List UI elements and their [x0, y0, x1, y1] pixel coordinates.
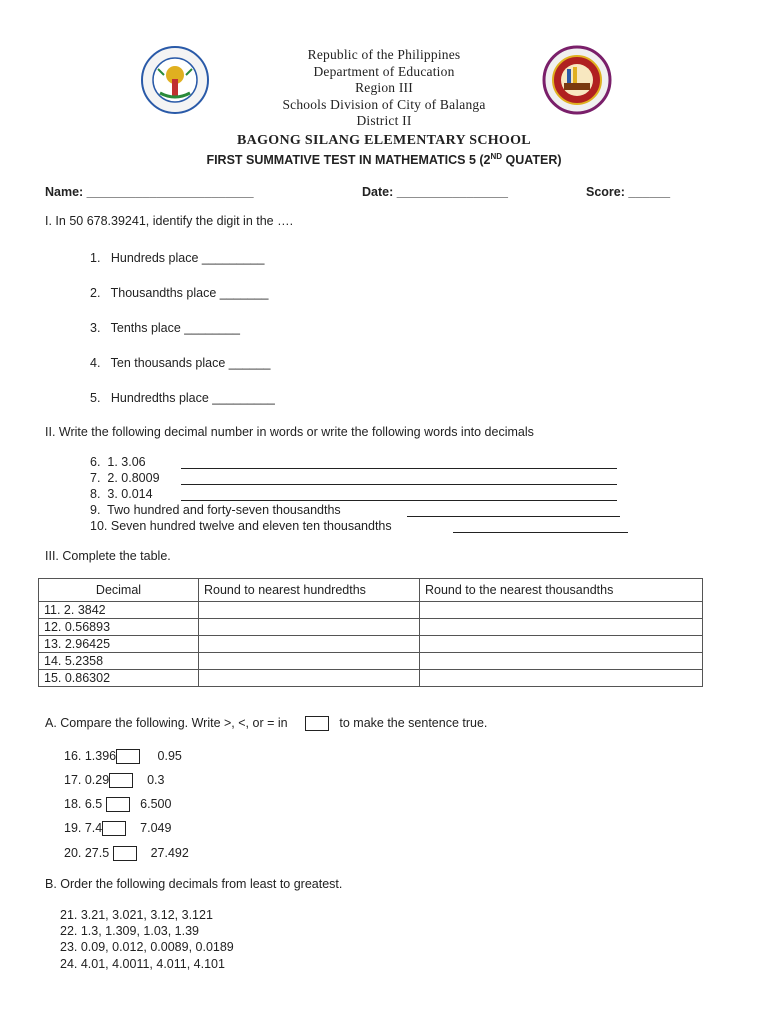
answer-line[interactable] — [181, 473, 617, 485]
header-district: District II — [356, 113, 412, 128]
header-region: Region III — [355, 80, 413, 95]
table-cell: 13. 2.96425 — [39, 636, 199, 653]
header-division: Schools Division of City of Balanga — [282, 97, 486, 112]
column-header: Decimal — [39, 579, 199, 602]
answer-cell[interactable] — [199, 636, 420, 653]
table-cell: 11. 2. 3842 — [39, 602, 199, 619]
list-item[interactable]: 1. Hundreds place _________ — [90, 251, 265, 265]
list-item: 10. Seven hundred twelve and eleven ten thousandths — [90, 519, 392, 533]
answer-cell[interactable] — [420, 670, 703, 687]
header-department: Department of Education — [313, 64, 455, 79]
table-row — [39, 636, 703, 653]
header-republic: Republic of the Philippines — [307, 47, 461, 62]
answer-line[interactable] — [181, 489, 617, 501]
list-item: 24. 4.01, 4.0011, 4.011, 4.101 — [60, 957, 225, 971]
answer-cell[interactable] — [199, 670, 420, 687]
table-cell: 15. 0.86302 — [39, 670, 199, 687]
table-row — [39, 619, 703, 636]
column-header: Round to the nearest thousandths — [420, 579, 703, 602]
compare-box[interactable] — [109, 773, 133, 788]
date-field[interactable]: Date: ________________ — [362, 185, 508, 199]
list-item: 8. 3. 0.014 — [90, 487, 153, 501]
answer-cell[interactable] — [199, 602, 420, 619]
section2-instruction: II. Write the following decimal number in words or write the following words into decimals — [45, 425, 534, 439]
school-name: BAGONG SILANG ELEMENTARY SCHOOL — [237, 133, 531, 148]
answer-cell[interactable] — [199, 619, 420, 636]
list-item: 22. 1.3, 1.309, 1.03, 1.39 — [60, 924, 200, 938]
list-item: 9. Two hundred and forty-seven thousandths — [90, 503, 341, 517]
list-item: 6. 1. 3.06 — [90, 455, 146, 469]
answer-cell[interactable] — [420, 653, 703, 670]
answer-cell[interactable] — [199, 653, 420, 670]
list-item: 7. 2. 0.8009 — [90, 471, 160, 485]
table-row — [39, 602, 703, 619]
list-item: 16. 1.396 0.95 — [64, 749, 182, 763]
list-item: 23. 0.09, 0.012, 0.0089, 0.0189 — [60, 940, 234, 954]
list-item[interactable]: 2. Thousandths place _______ — [90, 286, 269, 300]
answer-cell[interactable] — [420, 619, 703, 636]
table-row — [39, 653, 703, 670]
section3-instruction: III. Complete the table. — [45, 549, 171, 563]
list-item: 20. 27.5 27.492 — [64, 846, 189, 860]
answer-cell[interactable] — [420, 636, 703, 653]
rounding-table — [38, 578, 703, 687]
table-cell: 12. 0.56893 — [39, 619, 199, 636]
answer-line[interactable] — [181, 457, 617, 469]
list-item: 19. 7.4 7.049 — [64, 821, 172, 835]
list-item[interactable]: 5. Hundredths place _________ — [90, 391, 275, 405]
score-field[interactable]: Score: ______ — [586, 185, 671, 199]
test-title: FIRST SUMMATIVE TEST IN MATHEMATICS 5 (2ND QUATER) — [206, 152, 562, 168]
sectionB-instruction: B. Order the following decimals from least to greatest. — [45, 877, 343, 891]
table-header-row — [39, 579, 703, 602]
name-field[interactable]: Name: ________________________ — [45, 185, 254, 199]
compare-box[interactable] — [106, 797, 130, 812]
list-item: 21. 3.21, 3.021, 3.12, 3.121 — [60, 908, 213, 922]
table-cell: 14. 5.2358 — [39, 653, 199, 670]
compare-box[interactable] — [113, 846, 137, 861]
list-item[interactable]: 3. Tenths place ________ — [90, 321, 240, 335]
compare-box[interactable] — [116, 749, 140, 764]
sample-answer-box — [305, 716, 329, 731]
list-item[interactable]: 4. Ten thousands place ______ — [90, 356, 271, 370]
list-item: 18. 6.5 6.500 — [64, 797, 172, 811]
section1-instruction: I. In 50 678.39241, identify the digit in the …. — [45, 214, 294, 228]
answer-cell[interactable] — [420, 602, 703, 619]
answer-line[interactable] — [407, 505, 620, 517]
column-header: Round to nearest hundredths — [199, 579, 420, 602]
sectionA-instruction: A. Compare the following. Write >, <, or = in to make the sentence true. — [45, 716, 488, 730]
answer-line[interactable] — [453, 521, 628, 533]
table-row — [39, 670, 703, 687]
list-item: 17. 0.29 0.3 — [64, 773, 165, 787]
compare-box[interactable] — [102, 821, 126, 836]
